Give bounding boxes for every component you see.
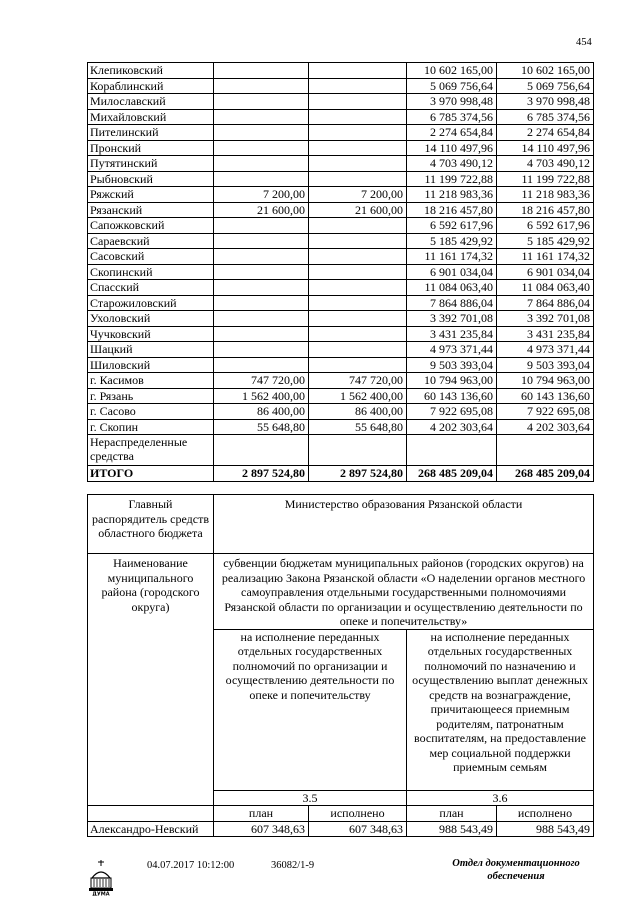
value-cell: 11 084 063,40: [407, 280, 497, 296]
value-cell: [214, 326, 309, 342]
value-cell: [309, 125, 407, 141]
value-cell: 55 648,80: [309, 419, 407, 435]
value-cell: 3 970 998,48: [497, 94, 594, 110]
district-name: Ряжский: [88, 187, 214, 203]
value-cell: [497, 435, 594, 466]
value-cell: 10 794 963,00: [407, 373, 497, 389]
value-cell: 21 600,00: [214, 202, 309, 218]
value-cell: 55 648,80: [214, 419, 309, 435]
table-row: [88, 404, 594, 420]
value-cell: 3 392 701,08: [407, 311, 497, 327]
table-row: [88, 218, 594, 234]
district-name: Пронский: [88, 140, 214, 156]
table-row: [88, 202, 594, 218]
district-name: г. Скопин: [88, 419, 214, 435]
value-cell: 1 562 400,00: [309, 388, 407, 404]
value-cell: [214, 233, 309, 249]
value-cell: [214, 94, 309, 110]
value-cell: 7 200,00: [214, 187, 309, 203]
value-cell: 6 785 374,56: [407, 109, 497, 125]
value-cell: [309, 218, 407, 234]
footer-date: 04.07.2017 10:12:00: [147, 860, 235, 871]
value-cell: 5 069 756,64: [497, 78, 594, 94]
district-name: ИТОГО: [88, 466, 214, 482]
column-b-description: на исполнение переданных отдельных государственных полномочий по назначению и осуществлению выплат денежных средств на вознаграждение, причитающееся приемным родителям, патронатным воспитателям, на предоставление мер социальной поддержки приемным семьям: [407, 629, 594, 790]
value-cell: [214, 109, 309, 125]
district-name: Спасский: [88, 280, 214, 296]
value-cell: 6 785 374,56: [497, 109, 594, 125]
empty-header-cell: [88, 806, 214, 822]
value-cell: 3 431 235,84: [497, 326, 594, 342]
value-cell: 4 973 371,44: [407, 342, 497, 358]
value-cell: [309, 171, 407, 187]
value-cell: [214, 63, 309, 79]
value-cell: 21 600,00: [309, 202, 407, 218]
table-row: [88, 435, 594, 466]
table-row: [88, 171, 594, 187]
district-name: Старожиловский: [88, 295, 214, 311]
value-cell: 60 143 136,60: [497, 388, 594, 404]
value-cell: 14 110 497,96: [497, 140, 594, 156]
done-header-b: исполнено: [497, 806, 594, 822]
value-cell: [309, 311, 407, 327]
value-cell: 10 602 165,00: [407, 63, 497, 79]
value-cell: 6 592 617,96: [407, 218, 497, 234]
value-cell: [214, 78, 309, 94]
value-cell: 747 720,00: [309, 373, 407, 389]
value-cell: 11 161 174,32: [497, 249, 594, 265]
value-cell: 3 970 998,48: [407, 94, 497, 110]
value-cell: 747 720,00: [214, 373, 309, 389]
value-cell: 6 901 034,04: [407, 264, 497, 280]
value-cell: [407, 435, 497, 466]
value-cell: [214, 357, 309, 373]
district-name: Шиловский: [88, 357, 214, 373]
footer-department: Отдел документационного обеспечения: [452, 858, 580, 882]
table-row: [88, 311, 594, 327]
district-name: Кораблинский: [88, 78, 214, 94]
value-cell: 5 185 429,92: [407, 233, 497, 249]
district-name: Александро-Невский: [88, 821, 214, 837]
table-row: [88, 156, 594, 172]
budget-table-body: [88, 63, 594, 482]
value-cell: 2 897 524,80: [309, 466, 407, 482]
value-cell: 268 485 209,04: [407, 466, 497, 482]
district-name: Ухоловский: [88, 311, 214, 327]
value-cell: [309, 295, 407, 311]
value-cell: [309, 326, 407, 342]
value-cell: [309, 63, 407, 79]
done-header-a: исполнено: [309, 806, 407, 822]
district-name: Клепиковский: [88, 63, 214, 79]
value-cell: 4 973 371,44: [497, 342, 594, 358]
district-name: Милославский: [88, 94, 214, 110]
table-row: [88, 233, 594, 249]
value-cell: [309, 264, 407, 280]
district-name: Рязанский: [88, 202, 214, 218]
value-cell: 4 703 490,12: [407, 156, 497, 172]
value-cell: 18 216 457,80: [407, 202, 497, 218]
code-b: 3.6: [407, 790, 594, 806]
value-cell: 4 703 490,12: [497, 156, 594, 172]
value-cell: 2 274 654,84: [407, 125, 497, 141]
plan-header-a: план: [214, 806, 309, 822]
table-row: [88, 109, 594, 125]
value-cell: 60 143 136,60: [407, 388, 497, 404]
manager-label: Главный распорядитель средств областного бюджета: [88, 495, 214, 554]
value-cell: 988 543,49: [497, 821, 594, 837]
value-cell: 5 069 756,64: [407, 78, 497, 94]
ministry-table: [87, 494, 594, 837]
value-cell: 7 922 695,08: [407, 404, 497, 420]
value-cell: [214, 156, 309, 172]
value-cell: 86 400,00: [214, 404, 309, 420]
value-cell: [309, 249, 407, 265]
duma-logo-icon: [86, 858, 116, 896]
table-row: [88, 373, 594, 389]
value-cell: 10 602 165,00: [497, 63, 594, 79]
district-name: Нераспределенные средства: [88, 435, 214, 466]
table-row: [88, 249, 594, 265]
value-cell: 3 392 701,08: [497, 311, 594, 327]
value-cell: 607 348,63: [309, 821, 407, 837]
footer-doc-number: 36082/1-9: [271, 860, 315, 871]
table-row: [88, 342, 594, 358]
district-name: Чучковский: [88, 326, 214, 342]
table-row: [88, 295, 594, 311]
value-cell: 4 202 303,64: [497, 419, 594, 435]
value-cell: [309, 342, 407, 358]
value-cell: [214, 280, 309, 296]
value-cell: 2 274 654,84: [497, 125, 594, 141]
value-cell: [214, 342, 309, 358]
page-number: 454: [576, 37, 592, 48]
value-cell: 9 503 393,04: [497, 357, 594, 373]
value-cell: [214, 311, 309, 327]
district-name: Сасовский: [88, 249, 214, 265]
district-name: г. Рязань: [88, 388, 214, 404]
value-cell: 6 901 034,04: [497, 264, 594, 280]
column-a-description: на исполнение переданных отдельных государственных полномочий по организации и осуществлению деятельности по опеке и попечительству: [214, 629, 407, 790]
value-cell: [309, 78, 407, 94]
name-label: Наименование муниципального района (городского округа): [88, 554, 214, 806]
value-cell: 9 503 393,04: [407, 357, 497, 373]
value-cell: [214, 140, 309, 156]
district-name: Путятинский: [88, 156, 214, 172]
value-cell: 3 431 235,84: [407, 326, 497, 342]
value-cell: 5 185 429,92: [497, 233, 594, 249]
value-cell: 86 400,00: [309, 404, 407, 420]
table-row: [88, 326, 594, 342]
value-cell: 11 161 174,32: [407, 249, 497, 265]
value-cell: 18 216 457,80: [497, 202, 594, 218]
value-cell: 988 543,49: [407, 821, 497, 837]
value-cell: 607 348,63: [214, 821, 309, 837]
value-cell: 268 485 209,04: [497, 466, 594, 482]
district-name: Рыбновский: [88, 171, 214, 187]
value-cell: [214, 435, 309, 466]
district-name: Скопинский: [88, 264, 214, 280]
value-cell: [214, 218, 309, 234]
value-cell: 11 084 063,40: [497, 280, 594, 296]
value-cell: 7 922 695,08: [497, 404, 594, 420]
value-cell: 11 218 983,36: [497, 187, 594, 203]
code-a: 3.5: [214, 790, 407, 806]
district-name: Пителинский: [88, 125, 214, 141]
table-row: [88, 264, 594, 280]
value-cell: [214, 171, 309, 187]
value-cell: 4 202 303,64: [407, 419, 497, 435]
table-row: [88, 419, 594, 435]
table-row: [88, 94, 594, 110]
value-cell: [309, 94, 407, 110]
district-name: Михайловский: [88, 109, 214, 125]
district-name: г. Сасово: [88, 404, 214, 420]
value-cell: [309, 280, 407, 296]
manager-value: Министерство образования Рязанской области: [214, 495, 594, 554]
subvention-text: субвенции бюджетам муниципальных районов (городских округов) на реализацию Закона Рязанской области «О наделении органов местного самоуправления отдельными государственными полномочиями Рязанской области по организации и осуществлению деятельности по опеке и попечительству»: [214, 554, 594, 630]
value-cell: 10 794 963,00: [497, 373, 594, 389]
value-cell: [214, 125, 309, 141]
value-cell: 14 110 497,96: [407, 140, 497, 156]
table-row: [88, 466, 594, 482]
value-cell: 7 200,00: [309, 187, 407, 203]
value-cell: [309, 233, 407, 249]
district-name: Сараевский: [88, 233, 214, 249]
value-cell: [309, 140, 407, 156]
logo-text: ДУМА: [92, 891, 110, 896]
budget-table: [87, 62, 594, 482]
value-cell: [214, 249, 309, 265]
value-cell: 11 218 983,36: [407, 187, 497, 203]
value-cell: 2 897 524,80: [214, 466, 309, 482]
value-cell: [214, 295, 309, 311]
table-row: [88, 388, 594, 404]
district-name: г. Касимов: [88, 373, 214, 389]
table-row: [88, 63, 594, 79]
value-cell: 6 592 617,96: [497, 218, 594, 234]
table-row: [88, 187, 594, 203]
value-cell: [309, 156, 407, 172]
plan-header-b: план: [407, 806, 497, 822]
value-cell: [214, 264, 309, 280]
value-cell: 7 864 886,04: [407, 295, 497, 311]
table-row: [88, 125, 594, 141]
value-cell: [309, 435, 407, 466]
value-cell: [309, 357, 407, 373]
table-row: [88, 280, 594, 296]
table-row: [88, 78, 594, 94]
value-cell: 1 562 400,00: [214, 388, 309, 404]
value-cell: 11 199 722,88: [407, 171, 497, 187]
table-row: [88, 140, 594, 156]
value-cell: [309, 109, 407, 125]
district-name: Шацкий: [88, 342, 214, 358]
value-cell: 7 864 886,04: [497, 295, 594, 311]
district-name: Сапожковский: [88, 218, 214, 234]
table-row: [88, 357, 594, 373]
value-cell: 11 199 722,88: [497, 171, 594, 187]
